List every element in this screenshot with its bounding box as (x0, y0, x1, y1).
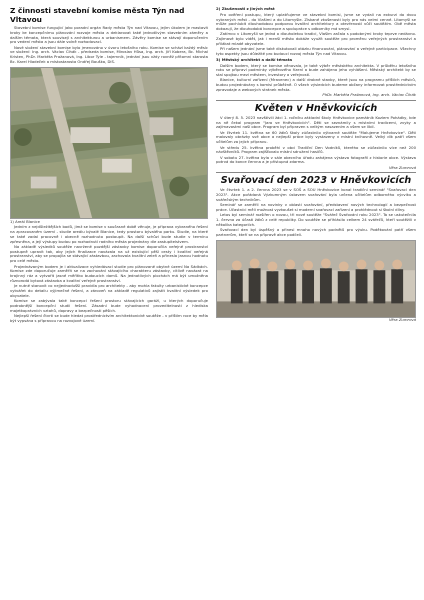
article-title-kveten: Květen v Hněvkovicích (254, 102, 378, 114)
article3-body-4: V sobotu 27. května byla v sále obecního úřadu zahájena výstava fotografií z historie obce. Výstava potrvá do konce června a je přístupná zdarma. (216, 154, 416, 165)
article2-body-2: Zatímco v Litomyšli se jedná o dlouholetou tradici, Vlašim začala s podobnými kroky teprve nedávno. Zajímavé bylo vidět, jak i menší město dokáže využít soutěže pro proměnu veřejných prostranství a přilákat mladé obyvatele. (216, 31, 416, 46)
aerial-photo-blanice (10, 67, 208, 219)
article4-body-4: Svařovací den byl úspěšný a přinesl mnoho nových podnětů pro výuku. Poděkování patří všem partnerům, kteří se na přípravě akce podíleli. (216, 227, 416, 237)
article1-body-5: Komise se zabývala také koncepcí řešení prostoru stávajících garáží, u kterých doporučuje podrobnější koncepční studii řešení. Zásadní bude vyhodnocení proveditelnosti z hlediska majetkoprávních vztahů, dopravy a bezpečnosti pěších. (10, 298, 208, 313)
article2-section3-body-2: Blanice, kulturní zařízení (Mravenec) a další drobné stavby, které jsou na programu příštích měsíců, budou projednávány s komisí průběžně. O všech výsledcích budeme občany informovat prostřednictvím zpravodaje a webových stránek města. (216, 77, 416, 92)
article2-section3-title: 3) Městský architekt a další témata (216, 56, 293, 62)
article2-body-1: Pro ověření postupu, který uplatňujeme ve stavební komisi, jsme se vydali na exkurzi do dvou vybraných měst - do Vlašimi a do Litomyšle. Získané zkušenosti byly pro nás velmi cenné. Litomyšl se může pochlubit dlouhodobou podporou kvalitní architektury a otevřeností vůči soutěžím. Obě města dokazují, že dlouhodobá koncepce a spolupráce s odborníky má smysl. (216, 11, 416, 32)
article4-body-2: Seminář se zaměřil na novinky v oblasti svařování, představení nových technologií a bezpečnost práce. Účastníci měli možnost vyzkoušet si moderní svařovací zařízení a prohlédnout si školní dílny. (216, 202, 416, 212)
article4-body-1: Ve čtvrtek 1. a 2. června 2023 se v SOŠ a SOU Hněvkovice konal tradiční seminář "Svařovací den 2023". Akce pořádaná Výzkumným ústavem svařování byla určena učitelům odborného výcviku a svářečským technikům. (216, 187, 416, 202)
article2-author: PhDr. Markéta Pražanová, Ing. arch. Václav Čihák (322, 92, 416, 98)
article1-intro-2: Nové složení stavební komise bylo jmenováno v úvoru letošního roku. Komise se schází každý měsíc ve složení: Ing. arch. Václav Čihák - předseda komise, Miroslav Hůsa, Ing. arch. Jiří Kobera, Bc. Michal Kristen, PhDr. Markéta Pražanová, Ing. Libor Tyle - tajemník, jednání jsou vždy rovněž přítomni starosta Bc. Karel Hladeček a místostarosta Ondřej Bouška, DiS. (10, 44, 208, 64)
group-photo-svarovaci-den (216, 240, 416, 318)
article3-body-3: Ve středu 25. května proběhl v obci Tradiční Den Vodníků, kterého se zúčastnilo více než 200 návštěvníků. Program zajišťovalo místní sdružení hasičů. (216, 144, 416, 155)
article3-body-2: Ve čtvrtek 11. května se 60 žáků školy zúčastnilo výtvarné soutěže "Malujeme Hněvkovice". Děti malovaly obrázky své obce a nejlepší práce byly vystaveny v místní knihovně. Velký dík patří všem učitelům za jejich přípravu. (216, 129, 416, 145)
article1-body-3: Projednávaným bodem je i aktualizace vyhledávací studie pro plánované obytné území Na Sádkách. Komise zde doporučuje zaměřit se na zachování stávajícího charakteru zástavby, citlivě navázat na krajinný ráz a vytvořit jasné měřítko budoucích domů. Na jednotlivých plochách má být umožněna různorodá bytová zástavba a kvalitní veřejné prostranství. (10, 263, 208, 283)
article1-body-1: Jedním z nejdůležitějších bodů, jimž se komise v současné době věnuje, je připrava vybraného řešení na zpracovaném území - studie areálu bývalé Blanice, tedy prostoru bývalého parku. Studie, na které se také zadal pracovně i obecně rozhodnuto postoupit. Na další schůzi bude studie v termínu zpřesněna, a její výstupy budou po rozhodnutí radního města projednány dle zastupitelstvem. (10, 224, 208, 244)
article2-body-3: Při našem jednání jsme také diskutovali otázku financování, plánování a veřejné participace. Všechny tyto aspekty jsou důležité pro budoucí rozvoj města Týn nad Vltavou. (216, 46, 416, 56)
left-column (10, 6, 208, 324)
article1-body-6: Nejlepší řešení čtvrti se bude hledat prostřednictvím architektonické soutěže - v příštím roce by měla být vypsána s přípravou na rozvojové území. (10, 312, 208, 323)
article2-section3-body-1: Dalším bodem, který se komise věnovala, je také výběr městského architekta. V průběhu letošního roku se připraví podmínky výběrového řízení a bude zahájeno jeho vyhlášení. Městský architekt by se stal spojkou mezi městem, investory a veřejností. (216, 62, 416, 78)
article4-author: Věra Zumrová (389, 317, 416, 323)
right-column (216, 6, 416, 323)
photo-caption-blanice: 1) Areál Blanice (10, 218, 40, 224)
article1-body-4: Je nutné stanovit co nejjednodušší pravidla pro architekty - aby mohla fakulty urbanistické koncepce vytvářet do detailu výjimečné řešení, a zároveň na základě regulativů zajistit kvalitní výsledek pro obyvatele. (10, 283, 208, 298)
article3-author: Věra Zumrová (389, 164, 416, 170)
article3-body-1: V úterý 8. 5. 2023 navštívili žáci 1. ročníku základní školy Hněvkovice památník Kozlem Pohádky, kde na ně čekal program "Jaro ve Hněvkovicích". Děti se seznámily s místními tradicemi, zvyky a zajímavostmi naší obce. Program byl připraven s velkým nasazením a všem se líbil. (216, 114, 416, 130)
section-divider-2 (216, 172, 416, 173)
article2-section-title: 2) Zkušenosti z jiných měst (216, 6, 275, 11)
article4-body-3: Letos byl seminář rozšířen o novou, tři nové soutěže "Svářeč Svařování roku 2023". Ta se uskutečnila 1. června za účasti žáků z celé republiky. Do soutěže se přihlásilo celkem 24 svářečů, kteří soutěžili v několika kategoriích. (216, 212, 416, 227)
section-divider (216, 100, 416, 101)
article1-intro-1: Stavební komise fungující jako poradní orgán Rady města Týn nad Vltavou, jejím úkolem je mastavit kroky ke koncepčnímu plánování rozvoje města a deklarovat také jednotlivým stavebním záměry a dalším témata, která souvisejí s architekturou a urbanismem. Závěry komise se stávají doporučením pro vedení města a jsou dále volně rozhodovací. (10, 25, 208, 45)
article-title-stavebni-komise: Z činnosti stavební komise města Týn nad Vltavou (10, 6, 185, 24)
article1-body-2: Na základě výsledků soutěže navržené pozdější zástavby komise doporučila veřejné prostranství postupně upravit tak, aby jejich finalizace navázala na už existující pěší cesty i kvalitní veřejná prostranství, aby se propojila se stávající zástavbou, zachovala kvalitní zeleň a přinesla jasnou hodnotu pro celé město. (10, 243, 208, 264)
article-title-svarovaci-den: Svařovací den 2023 v Hněvkovicích (220, 175, 412, 187)
